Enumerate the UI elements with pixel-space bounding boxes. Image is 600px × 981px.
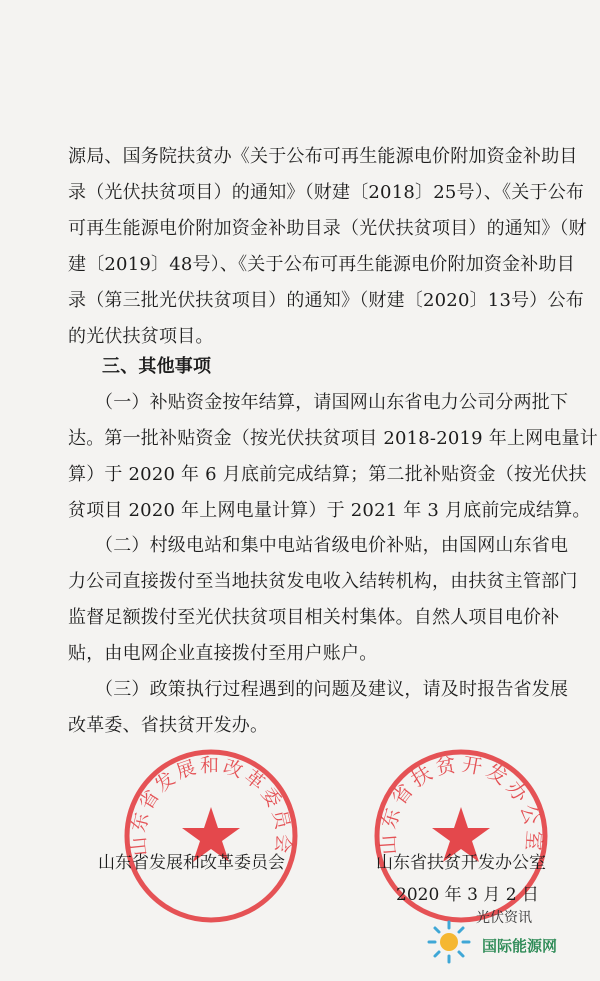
item-line: （一）补贴资金按年结算，请国网山东省电力公司分两批下 — [95, 392, 569, 413]
left-official-seal — [120, 745, 302, 927]
body-line: 源局、国务院扶贫办《关于公布可再生能源电价附加资金补助目 — [68, 146, 578, 167]
body-line: 建〔2019〕48号）、《关于公布可再生能源电价附加资金补助目 — [68, 254, 575, 275]
item-line: 达。第一批补贴资金（按光伏扶贫项目 2018-2019 年上网电量计 — [68, 428, 598, 449]
section-heading: 三、其他事项 — [102, 356, 212, 377]
item-line: 监督足额拨付至光伏扶贫项目相关村集体。自然人项目电价补 — [68, 607, 560, 628]
item-line: 改革委、省扶贫开发办。 — [68, 715, 269, 736]
right-seal-text: 山东省扶贫开发办公室 — [375, 751, 547, 856]
item-line: （三）政策执行过程遇到的问题及建议，请及时报告省发展 — [95, 679, 569, 700]
body-line: 录（光伏扶贫项目）的通知》（财建〔2018〕25号）、《关于公布 — [68, 182, 585, 203]
item-line: （二）村级电站和集中电站省级电价补贴，由国网山东省电 — [95, 535, 569, 556]
body-line: 录（第三批光伏扶贫项目）的通知》（财建〔2020〕13号）公布 — [68, 290, 584, 311]
body-line: 的光伏扶贫项目。 — [68, 326, 214, 347]
item-line: 算）于 2020 年 6 月底前完成结算；第二批补贴资金（按光伏扶 — [68, 464, 587, 485]
left-signatory: 山东省发展和改革委员会 — [98, 853, 285, 873]
body-line: 可再生能源电价附加资金补助目录（光伏扶贫项目）的通知》（财 — [68, 218, 587, 239]
watermark-source: 光伏资讯 — [476, 910, 532, 926]
sun-logo-icon — [426, 919, 472, 965]
item-line: 贫项目 2020 年上网电量计算）于 2021 年 3 月底前完成结算。 — [68, 500, 591, 521]
left-seal-text: 山东省发展和改革委员会 — [127, 754, 295, 857]
watermark-site: 国际能源网 — [482, 937, 558, 955]
item-line: 力公司直接拨付至当地扶贫发电收入结转机构，由扶贫主管部门 — [68, 571, 578, 592]
watermark — [426, 905, 586, 971]
item-line: 贴，由电网企业直接拨付至用户账户。 — [68, 643, 378, 664]
issue-date: 2020 年 3 月 2 日 — [396, 885, 539, 905]
right-signatory: 山东省扶贫开发办公室 — [376, 853, 546, 873]
